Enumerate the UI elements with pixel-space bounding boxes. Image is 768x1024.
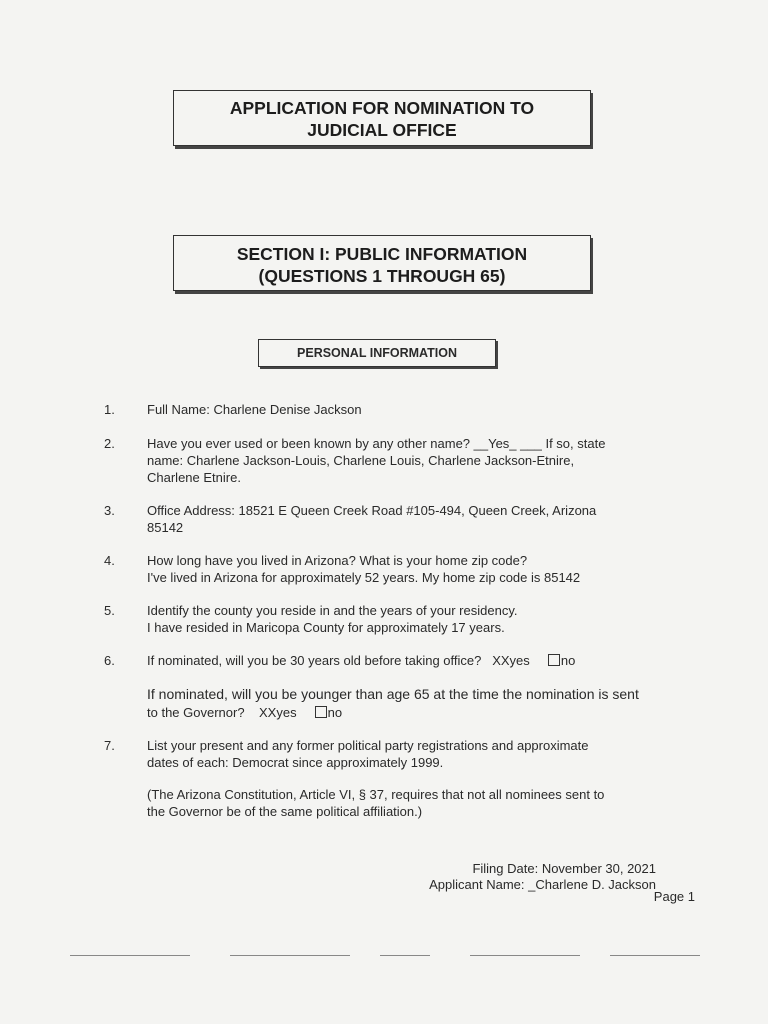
answer-text: I have resided in Maricopa County for approximately 17 years. (147, 620, 505, 635)
note-line: (The Arizona Constitution, Article VI, § 37, requires that not all nominees sent to (147, 787, 605, 802)
section-heading-line1: SECTION I: PUBLIC INFORMATION (236, 244, 528, 264)
note-line: the Governor be of the same political affiliation.) (147, 804, 423, 819)
question-text: How long have you lived in Arizona? What is your home zip code? (147, 553, 528, 568)
scan-rule (470, 955, 580, 956)
document-title-line1: APPLICATION FOR NOMINATION TO (229, 98, 535, 118)
filing-date: Filing Date: November 30, 2021 (472, 861, 656, 876)
no-label: no (327, 705, 343, 720)
question-number: 5. (104, 603, 115, 618)
answer-text: I've lived in Arizona for approximately 52 years. My home zip code is 85142 (147, 570, 581, 585)
section-heading-box (173, 235, 591, 291)
question-text: If nominated, will you be 30 years old before taking office? (147, 653, 482, 668)
yes-answer: XXyes (492, 653, 530, 668)
scan-rule (380, 955, 430, 956)
answer-text: dates of each: Democrat since approximately 1999. (147, 755, 444, 770)
question-text: Office Address: 18521 E Queen Creek Road #105-494, Queen Creek, Arizona (147, 503, 597, 518)
section-heading-line2: (QUESTIONS 1 THROUGH 65) (258, 266, 506, 286)
answer-text: Charlene Etnire. (147, 470, 241, 485)
scan-rule (70, 955, 190, 956)
yes-answer: XXyes (259, 705, 297, 720)
answer-text: 85142 (147, 520, 184, 535)
answer-text: name: Charlene Jackson-Louis, Charlene Louis, Charlene Jackson-Etnire, (147, 453, 575, 468)
question-number: 2. (104, 436, 115, 451)
question-text: Identify the county you reside in and the years of your residency. (147, 603, 518, 618)
scan-rule (610, 955, 700, 956)
question-text: If nominated, will you be younger than age 65 at the time the nomination is sent (147, 686, 639, 702)
question-number: 4. (104, 553, 115, 568)
applicant-name: Applicant Name: _Charlene D. Jackson (429, 877, 656, 892)
document-title-box (173, 90, 591, 146)
question-text: Have you ever used or been known by any other name? __Yes_ ___ If so, state (147, 436, 606, 451)
question-text: List your present and any former political party registrations and approximate (147, 738, 589, 753)
constitution-note (147, 786, 652, 820)
question-number: 6. (104, 653, 115, 668)
question-number: 3. (104, 503, 115, 518)
no-label: no (560, 653, 576, 668)
question-text: Full Name: Charlene Denise Jackson (147, 402, 362, 417)
document-title-line2: JUDICIAL OFFICE (307, 120, 457, 140)
scan-rule (230, 955, 350, 956)
question-text-continued: to the Governor? (147, 705, 245, 720)
no-checkbox[interactable] (315, 706, 327, 718)
no-checkbox[interactable] (548, 654, 560, 666)
page-number: Page 1 (653, 889, 695, 904)
subsection-heading: PERSONAL INFORMATION (258, 339, 496, 367)
question-number: 1. (104, 402, 115, 417)
question-number: 7. (104, 738, 115, 753)
